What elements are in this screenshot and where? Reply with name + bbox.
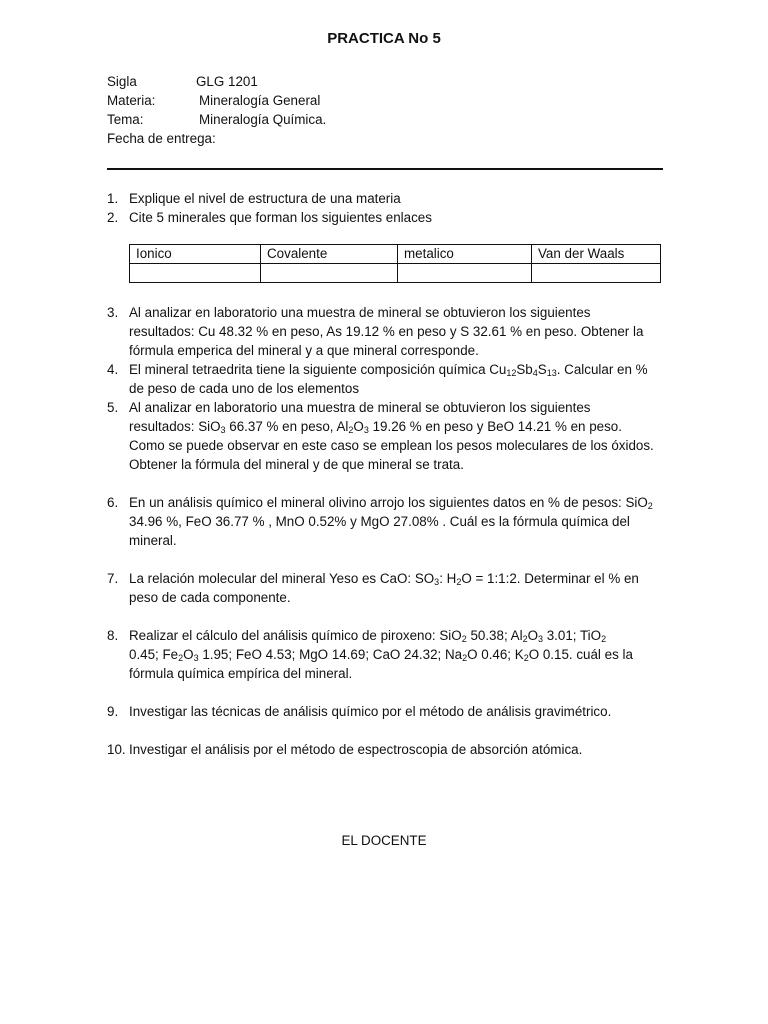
text-line [129,569,663,588]
text-line: Al analizar en laboratorio una muestra de mineral se obtuvieron los siguientes [129,400,591,415]
subscript: 3 [434,577,440,587]
subscript: 2 [462,653,468,663]
question-text: Explique el nivel de estructura de una materia [129,191,401,206]
text-fragment: O 0.46; K [467,647,524,662]
subscript: 3 [220,425,226,435]
subscript: 2 [461,634,467,644]
subscript: 2 [456,577,462,587]
materia-value: Mineralogía General [199,93,321,108]
text-line: peso de cada componente. [129,590,291,605]
text-fragment: El mineral tetraedrita tiene la siguiente composición química Cu [129,362,507,377]
text-fragment: La relación molecular del mineral Yeso es CaO: SO [129,571,435,586]
subscript: 3 [193,653,199,663]
page-title: PRACTICA No 5 [327,30,441,47]
table-cell[interactable] [398,264,532,283]
question-number: 5. [107,400,119,415]
sigla-value: GLG 1201 [196,74,258,89]
question-number: 3. [107,305,119,320]
text-line: Al analizar en laboratorio una muestra de mineral se obtuvieron los siguientes [129,305,591,320]
text-fragment: 1.95; FeO 4.53; MgO 14.69; CaO 24.32; Na [198,647,463,662]
text-fragment: O [353,419,364,434]
text-line [129,360,663,379]
sigla-row [107,72,137,91]
text-line: mineral. [129,533,177,548]
text-line: Obtener la fórmula del mineral y de que mineral se trata. [129,457,464,472]
subscript: 4 [532,368,538,378]
text-fragment: 0.45; Fe [129,647,179,662]
text-fragment: Sb [516,362,533,377]
table-header-cell: metalico [398,245,532,264]
text-line: de peso de cada uno de los elementos [129,381,360,396]
signature-label: EL DOCENTE [341,833,427,848]
table-cell[interactable] [130,264,261,283]
subscript: 2 [178,653,184,663]
text-fragment: . Calcular en % [556,362,648,377]
text-fragment: 66.37 % en peso, Al [225,419,349,434]
subscript: 3 [538,634,544,644]
question-text [129,493,669,550]
table-header-row [130,245,661,264]
table-row [130,264,661,283]
text-fragment: 19.26 % en peso y BeO 14.21 % en peso. [368,419,622,434]
subscript: 2 [601,634,607,644]
materia-value-row [199,91,320,110]
text-fragment: : H [439,571,457,586]
text-line: resultados: Cu 48.32 % en peso, As 19.12 % en peso y S 32.61 % en peso. Obtener la [129,324,644,339]
question-text: Investigar el análisis por el método de espectroscopia de absorción atómica. [129,742,583,757]
text-line [129,417,663,436]
text-fragment: O [183,647,194,662]
question-text [129,360,663,398]
table-header-cell: Van der Waals [532,245,661,264]
subscript: 2 [523,653,529,663]
table-header-cell: Ionico [130,245,261,264]
text-fragment: En un análisis químico el mineral olivino arrojo los siguientes datos en % de pesos: SiO [129,495,648,510]
sigla-value-row [196,72,258,91]
text-line: fórmula emperica del mineral y a que mineral corresponde. [129,343,479,358]
question-number: 2. [107,210,119,225]
question-text [129,398,663,474]
question-text [129,626,669,683]
table-header-cell: Covalente [261,245,398,264]
question-text [129,569,663,607]
text-fragment: Realizar el cálculo del análisis químico de piroxeno: SiO [129,628,462,643]
tema-label: Tema: [107,112,144,127]
question-number: 8. [107,628,119,643]
materia-label: Materia: [107,93,156,108]
bond-types-table [129,244,661,283]
subscript: 12 [506,368,517,378]
sigla-label: Sigla [107,74,137,89]
fecha-label: Fecha de entrega: [107,131,216,146]
question-text: Cite 5 minerales que forman los siguientes enlaces [129,210,432,225]
question-text [129,303,663,360]
text-line [129,645,669,664]
question-number: 4. [107,362,119,377]
subscript: 2 [348,425,354,435]
materia-row [107,91,155,110]
subscript: 3 [363,425,369,435]
text-fragment: 3.01; TiO [543,628,602,643]
question-number: 1. [107,191,119,206]
fecha-row [107,129,216,148]
text-fragment: O [527,628,538,643]
text-fragment: S [537,362,547,377]
header-divider [107,168,663,170]
text-line [129,626,669,645]
question-number: 9. [107,704,119,719]
subscript: 2 [522,634,528,644]
table-cell[interactable] [261,264,398,283]
text-fragment: O 0.15. cuál es la [528,647,633,662]
question-number: 10. [107,742,126,757]
text-fragment: resultados: SiO [129,419,221,434]
text-fragment: O = 1:1:2. Determinar el % en [461,571,639,586]
table-cell[interactable] [532,264,661,283]
text-line: Como se puede observar en este caso se emplean los pesos moleculares de los óxidos. [129,438,654,453]
text-fragment: 50.38; Al [466,628,523,643]
subscript: 2 [647,501,653,511]
subscript: 13 [546,368,557,378]
tema-row [107,110,143,129]
question-number: 6. [107,495,119,510]
text-line [129,493,669,512]
tema-value-row [199,110,326,129]
question-text: Investigar las técnicas de análisis químico por el método de análisis gravimétrico. [129,704,612,719]
question-number: 7. [107,571,119,586]
text-line: fórmula química empírica del mineral. [129,666,353,681]
tema-value: Mineralogía Química. [199,112,327,127]
text-line: 34.96 %, FeO 36.77 % , MnO 0.52% y MgO 27.08% . Cuál es la fórmula química del [129,514,630,529]
